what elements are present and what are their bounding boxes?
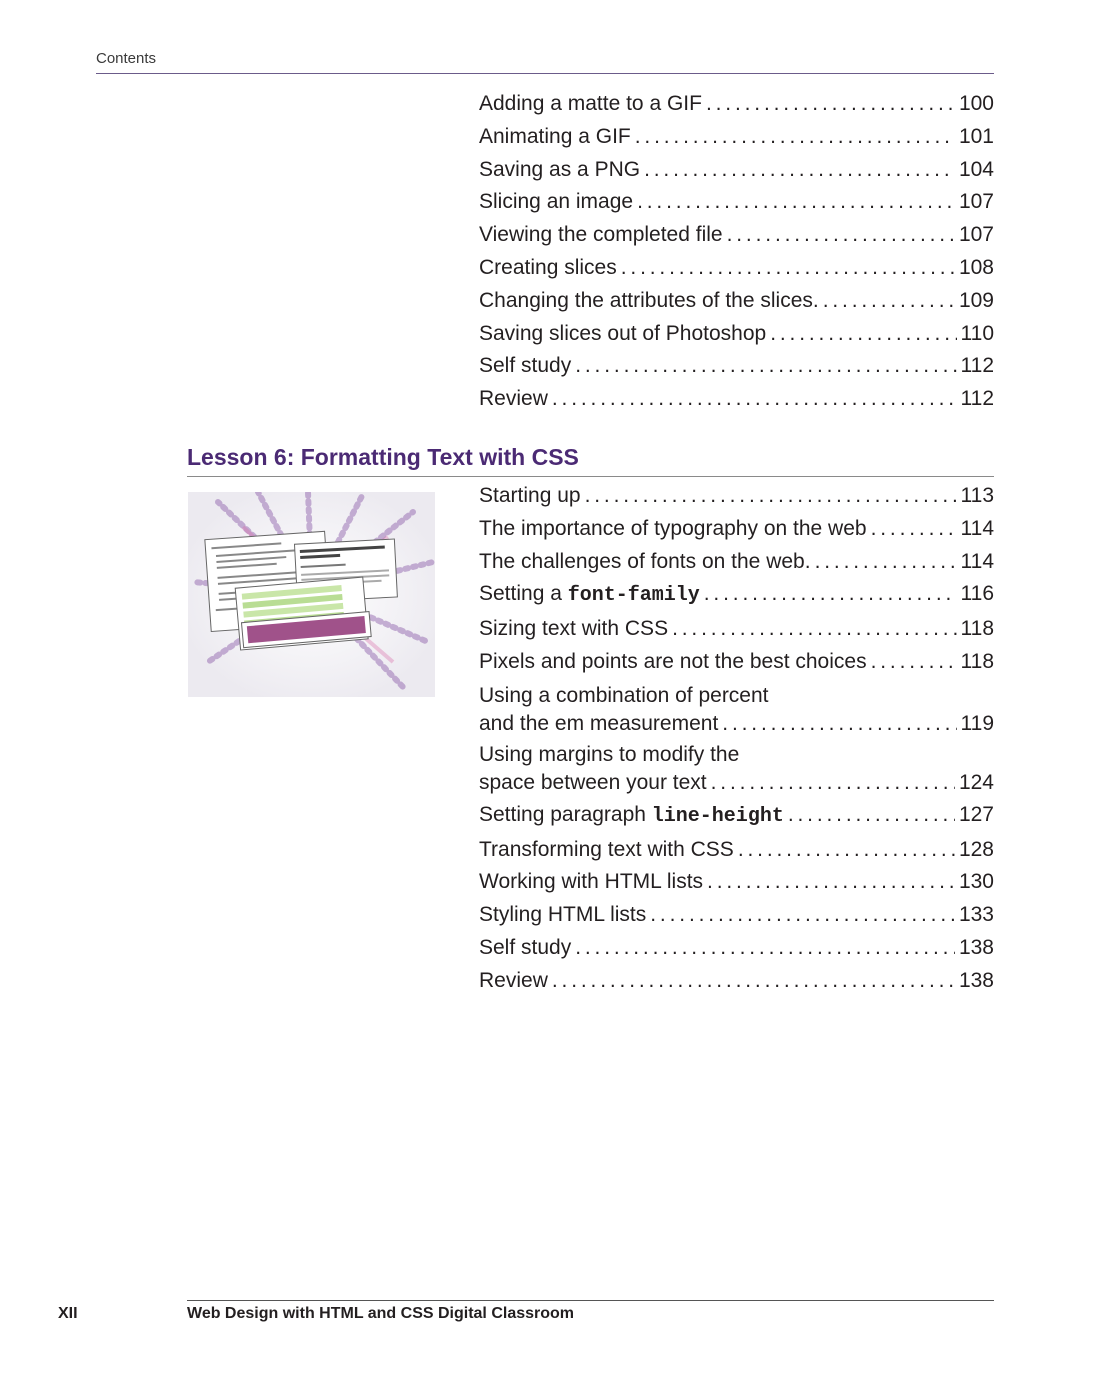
toc-entry-title: Pixels and points are not the best choices [479,649,867,673]
page-folio: XII [58,1305,78,1322]
toc-entry[interactable] [479,682,994,738]
toc-entry-page: 107 [958,190,994,214]
toc-entry[interactable] [479,350,994,383]
toc-entry[interactable] [479,646,994,679]
dot-leader [823,285,955,318]
toc-entry[interactable] [479,546,994,579]
toc-entry-page: 104 [958,157,994,181]
toc-entry-page: 110 [960,321,994,345]
toc-entry-page: 116 [960,582,994,606]
toc-entry-title: Self study [479,354,572,378]
toc-entry-code: line-height [651,804,784,828]
toc-entry-title: Slicing an image [479,190,634,214]
toc-entry-title: Adding a matte to a GIF [479,92,702,115]
toc-entry[interactable] [479,965,994,998]
toc-entry[interactable] [479,88,994,121]
lesson-title[interactable]: Lesson 6: Formatting Text with CSS [187,444,579,470]
toc-entry-page: 112 [960,354,994,378]
lesson-rule [187,476,994,477]
toc-entry[interactable] [479,154,994,187]
toc-entry[interactable] [479,480,994,513]
toc-entry[interactable] [479,121,994,154]
toc-entry[interactable] [479,285,994,318]
toc-entry-title-line2: space between your text [479,770,707,794]
footer-book-title: Web Design with HTML and CSS Digital Classroom [187,1305,575,1322]
toc-entry-page: 109 [958,288,994,312]
dot-leader [871,646,957,679]
lesson-thumbnail-image [188,492,435,697]
toc-entry[interactable] [479,219,994,252]
toc-entry[interactable] [479,252,994,285]
toc-entry[interactable] [479,932,994,965]
toc-entry-page: 107 [958,223,994,247]
dot-leader [722,710,956,738]
dot-leader [704,578,957,611]
toc-entry-page: 114 [960,549,994,573]
toc-entry[interactable] [479,899,994,932]
toc-entry-title: Saving as a PNG [479,157,641,181]
toc-entry-page: 138 [958,935,994,959]
toc-entry-page: 108 [958,255,994,279]
footer-rule [187,1300,994,1301]
toc-entry-title-text: Setting paragraph [479,802,652,826]
dot-leader [621,252,955,285]
toc-entry-page: 118 [960,617,994,641]
toc-entry-title: The importance of typography on the web [479,516,867,540]
toc-entry-title: The challenges of fonts on the web. [479,549,811,573]
toc-list-top [479,88,994,416]
toc-entry[interactable] [479,613,994,646]
dot-leader [815,546,957,579]
toc-entry-page: 127 [958,802,994,826]
toc-entry[interactable] [479,578,994,613]
toc-entry[interactable] [479,799,994,834]
toc-entry-title: Viewing the completed file [479,223,723,247]
dot-leader [871,513,957,546]
toc-list-lesson [479,480,994,998]
toc-entry[interactable] [479,318,994,351]
dot-leader [727,219,955,252]
toc-entry-page: 114 [960,516,994,540]
dot-leader [788,799,955,832]
dot-leader [637,186,955,219]
toc-entry-title-text: Setting a [479,582,568,606]
toc-entry-title: Review [479,968,548,992]
toc-entry[interactable] [479,866,994,899]
toc-entry[interactable] [479,834,994,867]
dot-leader [635,121,955,154]
toc-entry-page: 130 [958,870,994,894]
toc-entry-page: 113 [960,484,994,507]
toc-entry-page: 112 [960,387,994,411]
toc-entry-page: 101 [958,124,994,148]
dot-leader [575,932,955,965]
toc-entry-title: Starting up [479,484,581,507]
dot-leader [706,88,955,121]
toc-entry[interactable] [479,741,994,797]
toc-entry-page: 100 [958,92,994,115]
toc-entry-title: Animating a GIF [479,124,631,148]
dot-leader [575,350,956,383]
toc-entry-title: Saving slices out of Photoshop [479,321,767,345]
toc-entry-title [479,578,700,613]
toc-entry-page: 133 [958,903,994,927]
dot-leader [650,899,955,932]
toc-entry-title: Transforming text with CSS [479,837,734,861]
header-rule [96,73,994,74]
toc-entry[interactable] [479,383,994,416]
toc-entry-title: Changing the attributes of the slices. [479,288,819,312]
dot-leader [585,480,957,513]
dot-leader [711,769,955,797]
toc-entry-title: Review [479,387,548,411]
dot-leader [672,613,956,646]
toc-entry-title: Styling HTML lists [479,903,647,927]
toc-entry-title-line1: Using a combination of percent [479,683,769,707]
toc-entry-title: Self study [479,935,572,959]
toc-entry-page: 118 [960,649,994,673]
dot-leader [552,965,955,998]
toc-entry-title: Creating slices [479,255,617,279]
dot-leader [707,866,955,899]
toc-entry-page: 138 [958,968,994,992]
running-head: Contents [96,50,157,67]
toc-entry[interactable] [479,513,994,546]
toc-entry-title: Sizing text with CSS [479,617,669,641]
toc-entry-title-line2: and the em measurement [479,711,719,735]
dot-leader [644,154,955,187]
toc-entry-code: font-family [567,584,700,608]
dot-leader [552,383,957,416]
dot-leader [770,318,956,351]
toc-entry[interactable] [479,186,994,219]
dot-leader [738,834,955,867]
toc-entry-title [479,799,784,834]
toc-entry-title: Working with HTML lists [479,870,704,894]
toc-entry-page: 119 [960,711,994,735]
toc-entry-page: 124 [958,770,994,794]
toc-entry-page: 128 [958,837,994,861]
toc-entry-title-line1: Using margins to modify the [479,742,740,766]
